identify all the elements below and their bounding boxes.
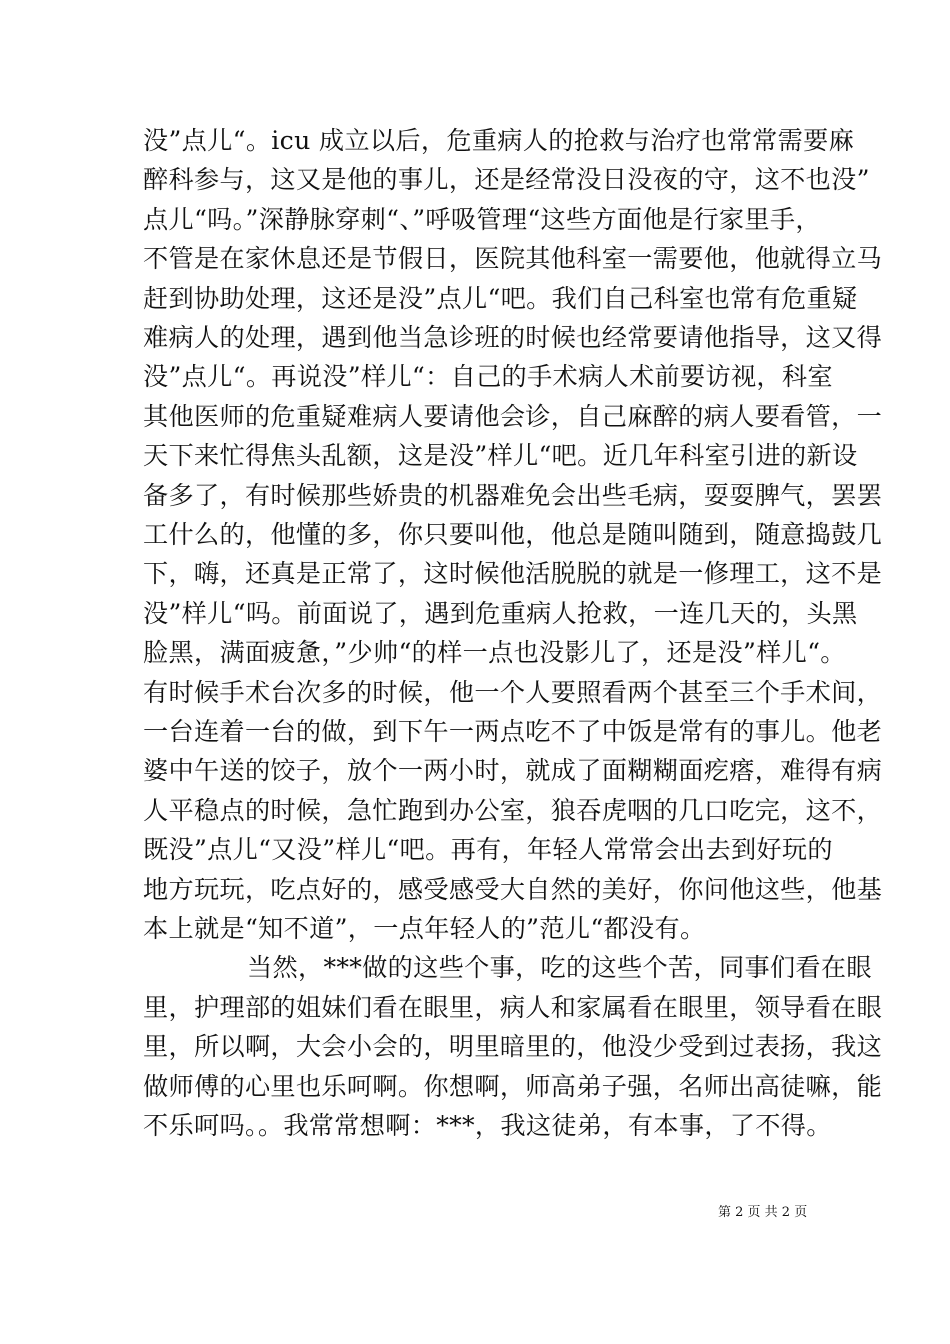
text-line: 不管是在家休息还是节假日，医院其他科室一需要他，他就得立马 xyxy=(143,244,883,273)
text-line: 下，嗨，还真是正常了，这时候他活脱脱的就是一修理工，这不是 xyxy=(143,559,883,588)
text-line: 一台连着一台的做，到下午一两点吃不了中饭是常有的事儿。他老 xyxy=(143,717,883,746)
text-line: 做师傅的心里也乐呵啊。你想啊，师高弟子强，名师出高徒嘛，能 xyxy=(143,1072,883,1101)
text-line: 天下来忙得焦头乱额，这是没”样儿“吧。近几年科室引进的新设 xyxy=(143,441,858,470)
text-line: 其他医师的危重疑难病人要请他会诊，自己麻醉的病人要看管，一 xyxy=(143,402,883,431)
text-line: 工什么的，他懂的多，你只要叫他，他总是随叫随到，随意捣鼓几 xyxy=(143,520,883,549)
text-line: 难病人的处理，遇到他当急诊班的时候也经常要请他指导，这又得 xyxy=(143,323,883,352)
text-line: 没”点儿“。再说没”样儿“：自己的手术病人术前要访视，科室 xyxy=(143,362,833,391)
text-line: 不乐呵吗。。我常常想啊：***，我这徒弟，有本事，了不得。 xyxy=(143,1111,832,1140)
text-line: 脸黑，满面疲惫，”少帅“的样一点也没影儿了，还是没”样儿“。 xyxy=(143,638,846,667)
page-number-footer: 第 2 页 共 2 页 xyxy=(718,1205,808,1220)
text-line: 既没”点儿“又没”样儿“吧。再有，年轻人常常会出去到好玩的 xyxy=(143,835,833,864)
text-line: 没”点儿“。icu 成立以后，危重病人的抢救与治疗也常常需要麻 xyxy=(143,126,855,155)
text-line: 没”样儿“吗。前面说了，遇到危重病人抢救，一连几天的，头黑 xyxy=(143,599,858,628)
text-line: 醉科参与，这又是他的事儿，还是经常没日没夜的守，这不也没” xyxy=(143,165,870,194)
text-line: 备多了，有时候那些娇贵的机器难免会出些毛病，耍耍脾气，罢罢 xyxy=(143,481,883,510)
text-line: 里，所以啊，大会小会的，明里暗里的，他没少受到过表扬，我这 xyxy=(143,1032,883,1061)
text-line: 本上就是“知不道”，一点年轻人的”范儿“都没有。 xyxy=(143,914,706,943)
text-line: 里，护理部的姐妹们看在眼里，病人和家属看在眼里，领导看在眼 xyxy=(143,993,883,1022)
paragraph-start-line: 当然，***做的这些个事，吃的这些个苦，同事们看在眼 xyxy=(247,953,872,982)
text-line: 婆中午送的饺子，放个一两小时，就成了面糊糊面疙瘩，难得有病 xyxy=(143,756,883,785)
text-line: 点儿“吗。”深静脉穿刺“、”呼吸管理“这些方面他是行家里手， xyxy=(143,205,821,234)
text-line: 人平稳点的时候，急忙跑到办公室，狼吞虎咽的几口吃完，这不， xyxy=(143,796,883,825)
text-line: 有时候手术台次多的时候，他一个人要照看两个甚至三个手术间， xyxy=(143,678,883,707)
text-line: 赶到协助处理，这还是没”点儿“吧。我们自己科室也常有危重疑 xyxy=(143,284,858,313)
text-line: 地方玩玩，吃点好的，感受感受大自然的美好，你问他这些，他基 xyxy=(143,875,883,904)
